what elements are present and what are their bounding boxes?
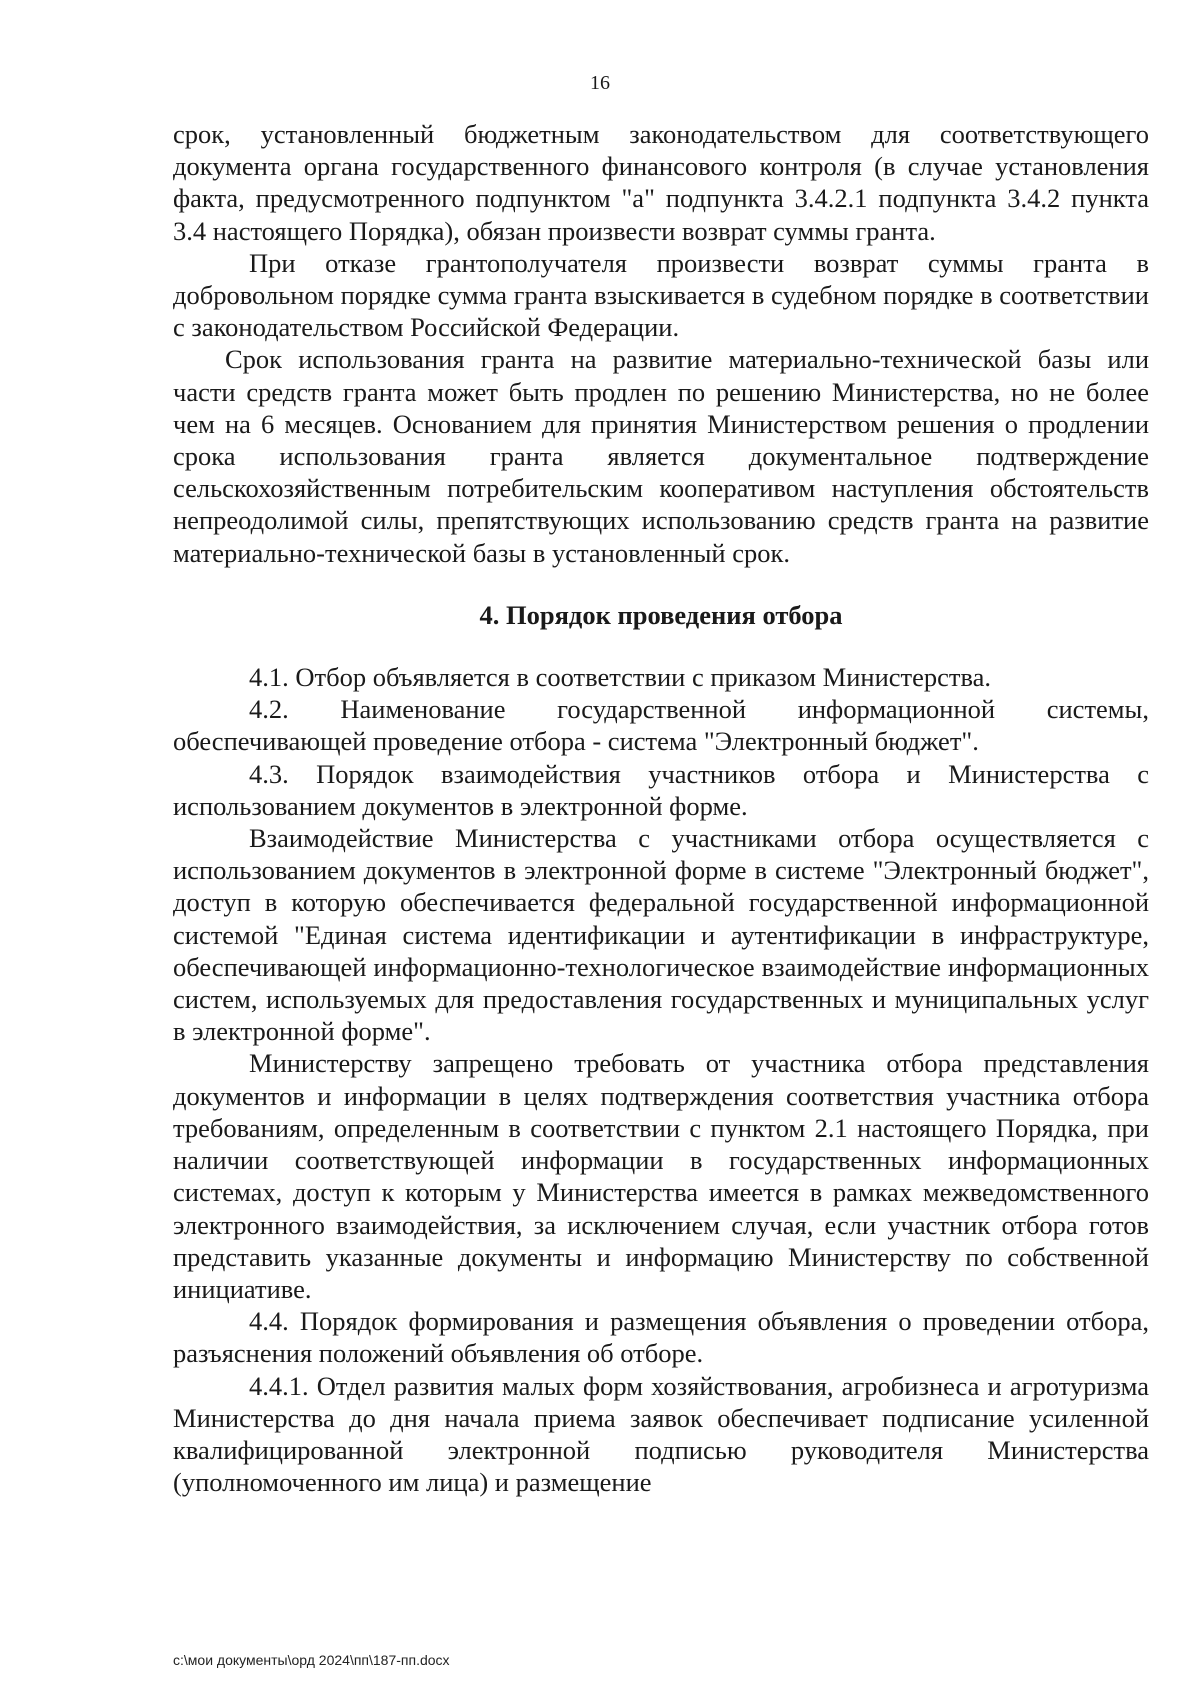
paragraph: 4.2. Наименование государственной информационной системы, обеспечивающей проведение отбора - система "Электронный бюджет". xyxy=(173,694,1149,757)
paragraph: 4.1. Отбор объявляется в соответствии с приказом Министерства. xyxy=(249,662,992,693)
paragraph: 4.4.1. Отдел развития малых форм хозяйствования, агробизнеса и агротуризма Министерства до дня начала приема заявок обеспечивает подписание усиленной квалифицированной электронной подписью руководителя Министерства (уполномоченного им лица) и размещение xyxy=(173,1370,1149,1498)
paragraph: 4.4. Порядок формирования и размещения объявления о проведении отбора, разъяснения положений объявления об отборе. xyxy=(173,1306,1149,1369)
page-number: 16 xyxy=(590,72,610,94)
paragraph: Взаимодействие Министерства с участниками отбора осуществляется с использованием документов в электронной форме в системе "Электронный бюджет", доступ в которую обеспечивается федеральной государственной информационной системой "Единая система идентификации и аутентификации в инфраструктуре, обеспечивающей информационно-технологическое взаимодействие информационных систем, используемых для предоставления государственных и муниципальных услуг в электронной форме". xyxy=(173,823,1149,1047)
paragraph: Министерству запрещено требовать от участника отбора представления документов и информации в целях подтверждения соответствия участника отбора требованиям, определенным в соответствии с пунктом 2.1 настоящего Порядка, при наличии соответствующей информации в государственных информационных системах, доступ к которым у Министерства имеется в рамках межведомственного электронного взаимодействия, за исключением случая, если участник отбора готов представить указанные документы и информацию Министерству по собственной инициативе. xyxy=(173,1048,1149,1304)
paragraph: При отказе грантополучателя произвести возврат суммы гранта в добровольном порядке сумма гранта взыскивается в судебном порядке в соответствии с законодательством Российской Федерации. xyxy=(173,247,1149,343)
paragraph: 4.3. Порядок взаимодействия участников отбора и Министерства с использованием документов в электронной форме. xyxy=(173,758,1149,821)
paragraph: Срок использования гранта на развитие материально-технической базы или части средств гранта может быть продлен по решению Министерства, но не более чем на 6 месяцев. Основанием для принятия Министерством решения о продлении срока использования гранта является документальное подтверждение сельскохозяйственным потребительским кооперативом наступления обстоятельств непреодолимой силы, препятствующих использованию средств гранта на развитие материально-технической базы в установленный срок. xyxy=(173,344,1149,568)
footer-file-path: c:\мои документы\орд 2024\пп\187-пп.docx xyxy=(173,1652,450,1668)
paragraph: срок, установленный бюджетным законодательством для соответствующего документа органа государственного финансового контроля (в случае установления факта, предусмотренного подпунктом "а" подпункта 3.4.2.1 подпункта 3.4.2 пункта 3.4 настоящего Порядка), обязан произвести возврат суммы гранта. xyxy=(173,119,1149,246)
document-body xyxy=(173,118,1149,1498)
section-heading: 4. Порядок проведения отбора xyxy=(479,599,843,630)
